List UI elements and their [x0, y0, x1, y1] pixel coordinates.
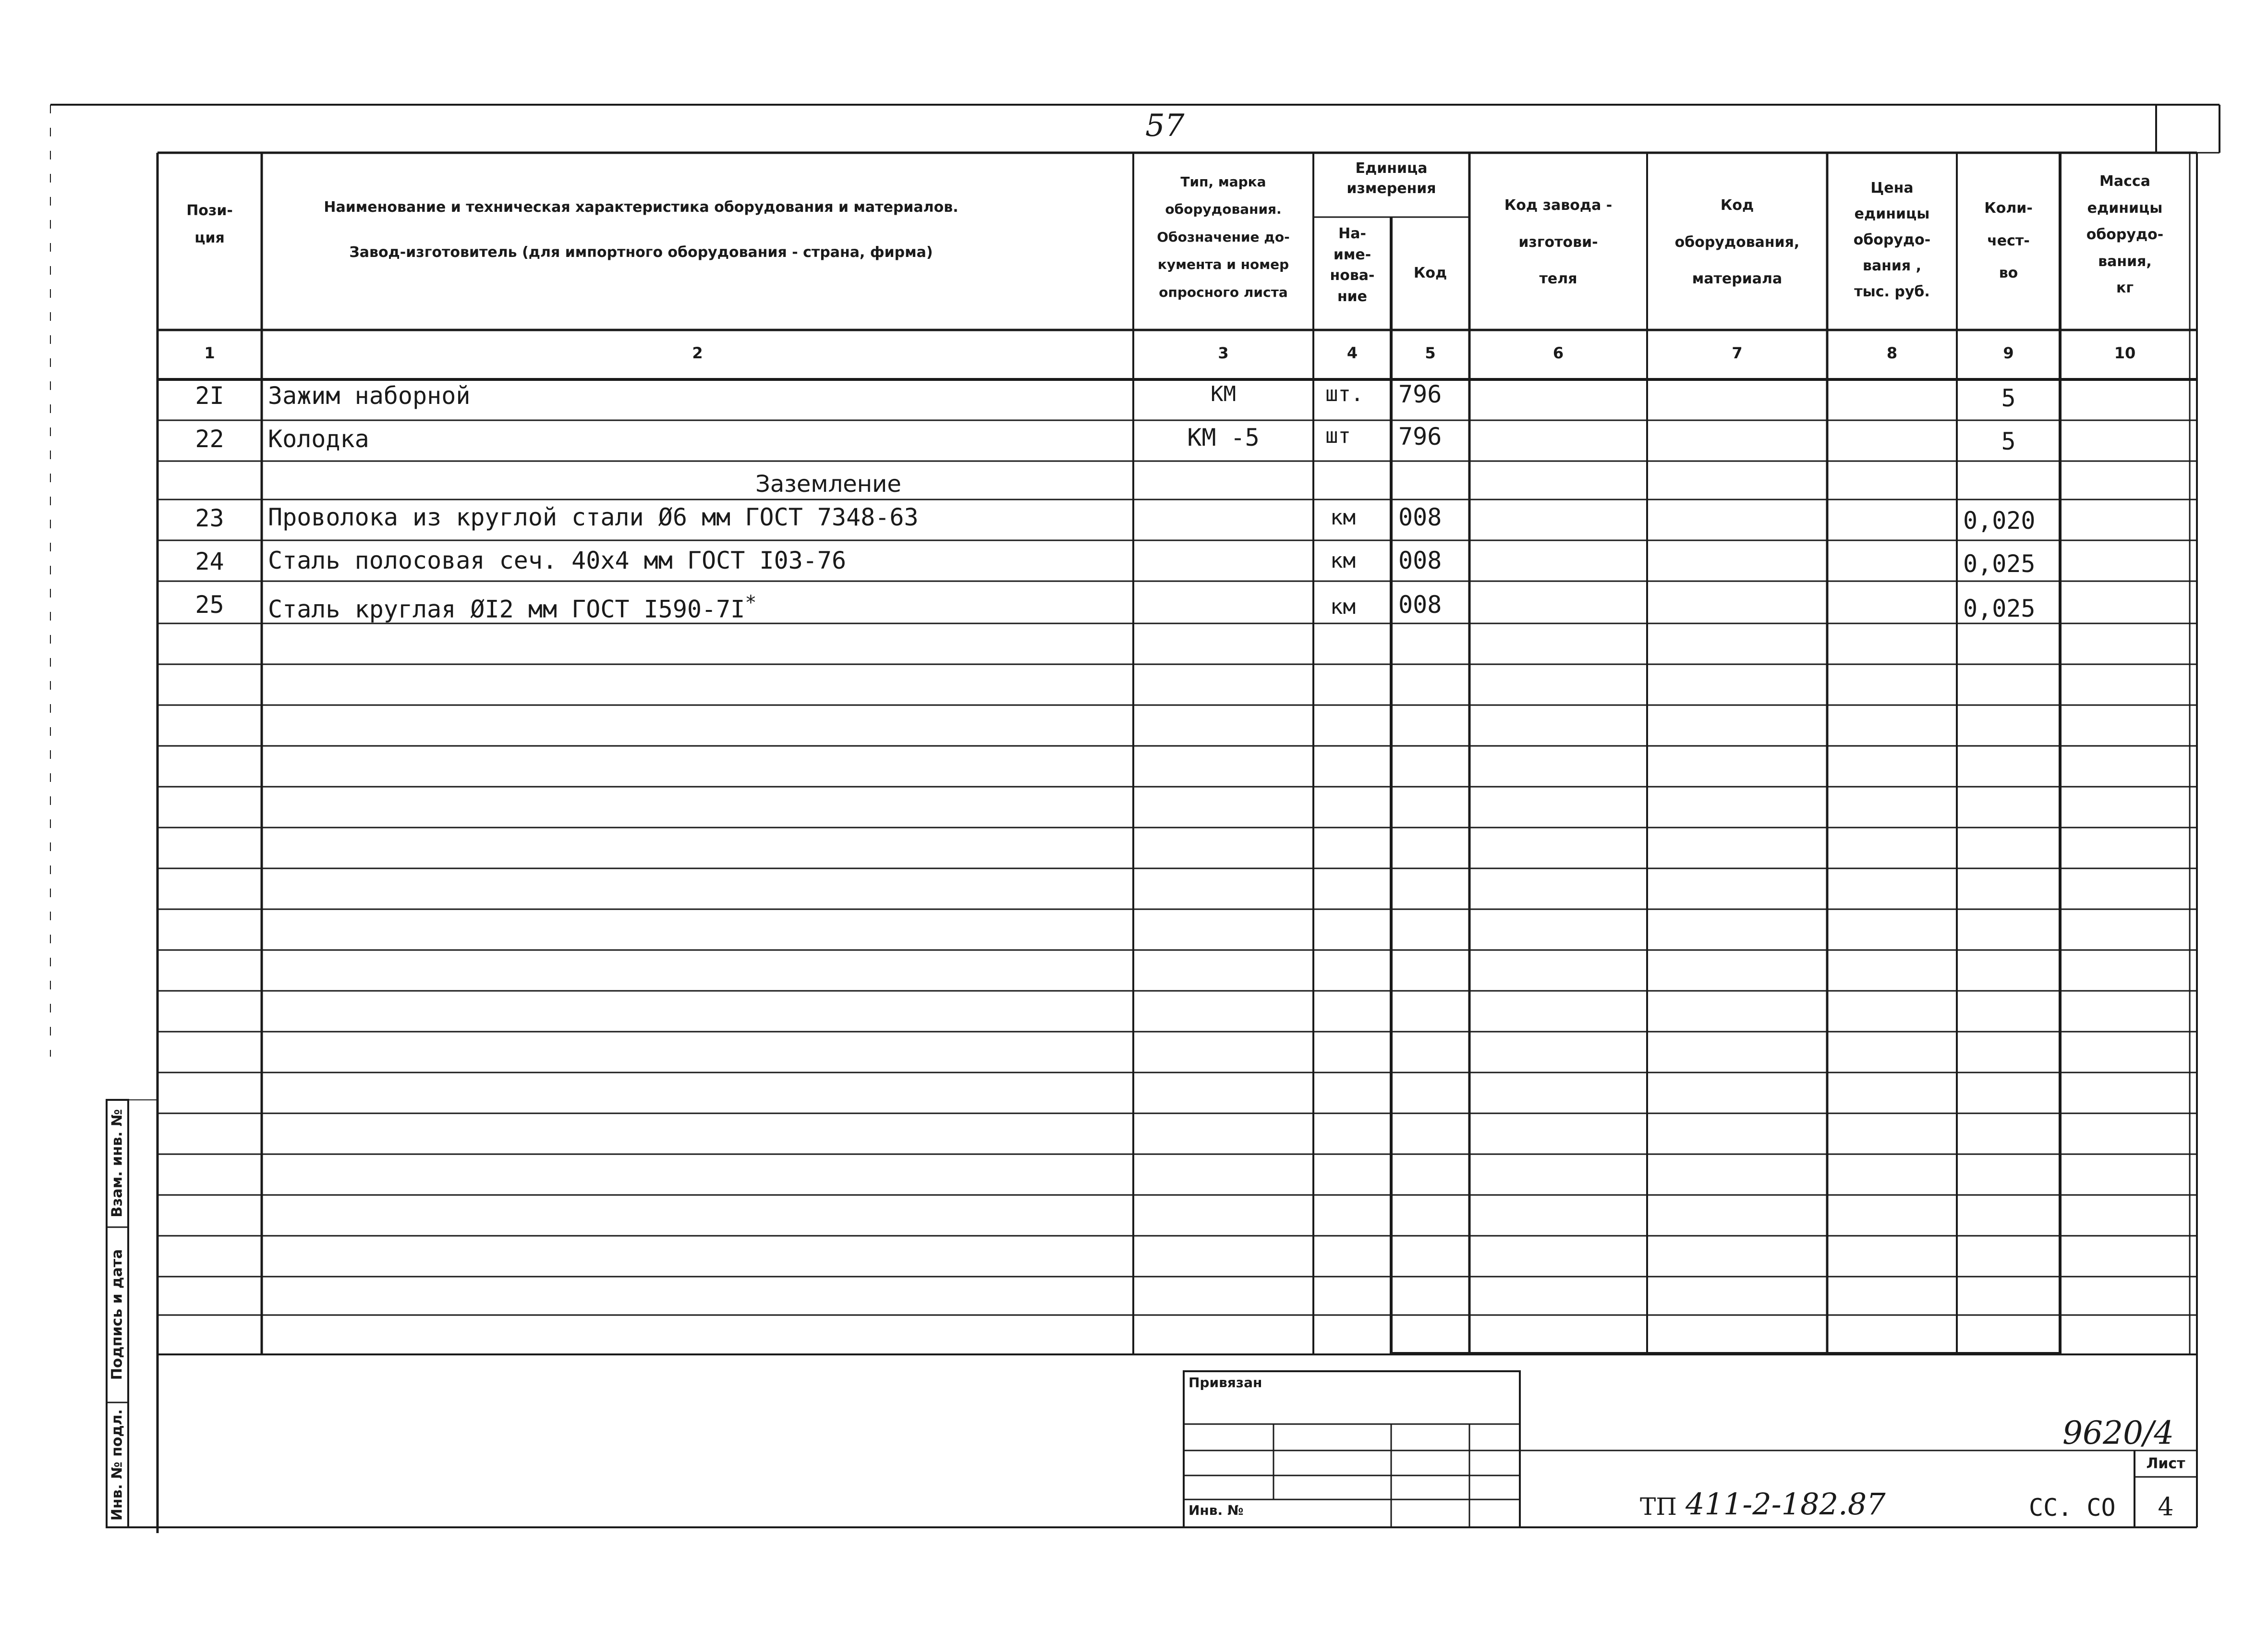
side-stamp-signature-date: Подпись и дата — [109, 1249, 126, 1380]
col-number: 9 — [2003, 344, 2014, 362]
page-number-handwritten: 57 — [1145, 108, 1185, 144]
header-unit-group: Единица измерения — [1346, 160, 1436, 197]
col-number: 6 — [1552, 344, 1564, 362]
sheet-label: Лист — [2146, 1455, 2185, 1472]
table-row-code: 796 — [1398, 423, 1442, 451]
col-number: 7 — [1732, 344, 1743, 362]
table-row-quantity: 0,025 — [1963, 550, 2036, 578]
table-row-name: Сталь полосовая сеч. 40х4 мм ГОСТ I03-76 — [268, 547, 847, 574]
header-type: Тип, марка оборудования. Обозначение до- кумента и номер опросного листа — [1157, 174, 1290, 300]
table-row-position: 22 — [195, 425, 224, 453]
doc-suffix: СС. СО — [2029, 1494, 2116, 1522]
table-row-code: 008 — [1398, 591, 1442, 619]
section-title: Заземление — [755, 471, 901, 498]
table-row-quantity: 5 — [2001, 427, 2016, 455]
header-unit-name: На- име- нова- ние — [1330, 225, 1375, 305]
header-unit-price: Цена единицы оборудо- вания , тыс. руб. — [1853, 180, 1931, 300]
table-row-position: 24 — [195, 548, 224, 575]
table-row-quantity: 0,020 — [1963, 507, 2036, 535]
table-row-code: 796 — [1398, 380, 1442, 408]
col-number: 8 — [1886, 344, 1898, 362]
header-manufacturer-code: Код завода - изготови- теля — [1504, 197, 1613, 287]
table-row-name: Зажим наборной — [268, 382, 471, 410]
header-unit-code: Код — [1413, 265, 1447, 281]
header-quantity: Коли- чест- во — [1984, 200, 2033, 281]
table-row-unit: км — [1330, 595, 1356, 619]
table-row-type: КМ — [1211, 382, 1236, 406]
col-number: 1 — [204, 344, 215, 362]
table-row-unit: шт. — [1325, 382, 1364, 406]
table-row-unit: км — [1330, 505, 1356, 530]
header-equipment-code: Код оборудования, материала — [1674, 197, 1800, 287]
header-name-line2: Завод-изготовитель (для импортного оборудования - страна, фирма) — [349, 244, 933, 261]
stamp-inv-label: Инв. № — [1189, 1502, 1244, 1518]
col-number: 10 — [2114, 344, 2136, 362]
doc-prefix: ТП — [1640, 1493, 1677, 1521]
side-stamp-replaced-inv: Взам. инв. № — [109, 1109, 126, 1218]
side-stamp-original-inv: Инв. № подл. — [109, 1409, 126, 1521]
table-row-unit: км — [1330, 548, 1356, 573]
table-row-type: КМ -5 — [1187, 424, 1260, 451]
header-position: Пози- ция — [186, 202, 233, 246]
footnote-mark: * — [745, 592, 757, 614]
col-number: 3 — [1218, 344, 1229, 362]
table-row-unit: шт — [1325, 424, 1351, 448]
table-row-quantity: 0,025 — [1963, 595, 2036, 622]
table-row-position: 2I — [195, 382, 224, 410]
table-row-name: Колодка — [268, 425, 369, 453]
table-row-position: 25 — [195, 591, 224, 619]
col-number: 4 — [1346, 344, 1358, 362]
stamp-number-handwritten: 9620/4 — [2062, 1414, 2174, 1451]
table-row-name: Проволока из круглой стали Ø6 мм ГОСТ 7348-63 — [268, 503, 919, 531]
table-row-position: 23 — [195, 504, 224, 532]
col-number: 2 — [692, 344, 703, 362]
col-number: 5 — [1425, 344, 1436, 362]
stamp-linked-label: Привязан — [1189, 1375, 1262, 1390]
header-unit-mass: Масса единицы оборудо- вания, кг — [2086, 173, 2164, 296]
table-row-quantity: 5 — [2001, 384, 2016, 412]
sheet-number: 4 — [2158, 1493, 2174, 1522]
table-row-code: 008 — [1398, 547, 1442, 574]
table-row-name-text: Сталь круглая ØI2 мм ГОСТ I590-7I — [268, 595, 745, 623]
table-row-code: 008 — [1398, 503, 1442, 531]
header-name-line1: Наименование и техническая характеристика оборудования и материалов. — [324, 199, 958, 216]
table-row-name — [268, 592, 756, 623]
doc-number-handwritten: 411-2-182.87 — [1686, 1487, 1886, 1522]
